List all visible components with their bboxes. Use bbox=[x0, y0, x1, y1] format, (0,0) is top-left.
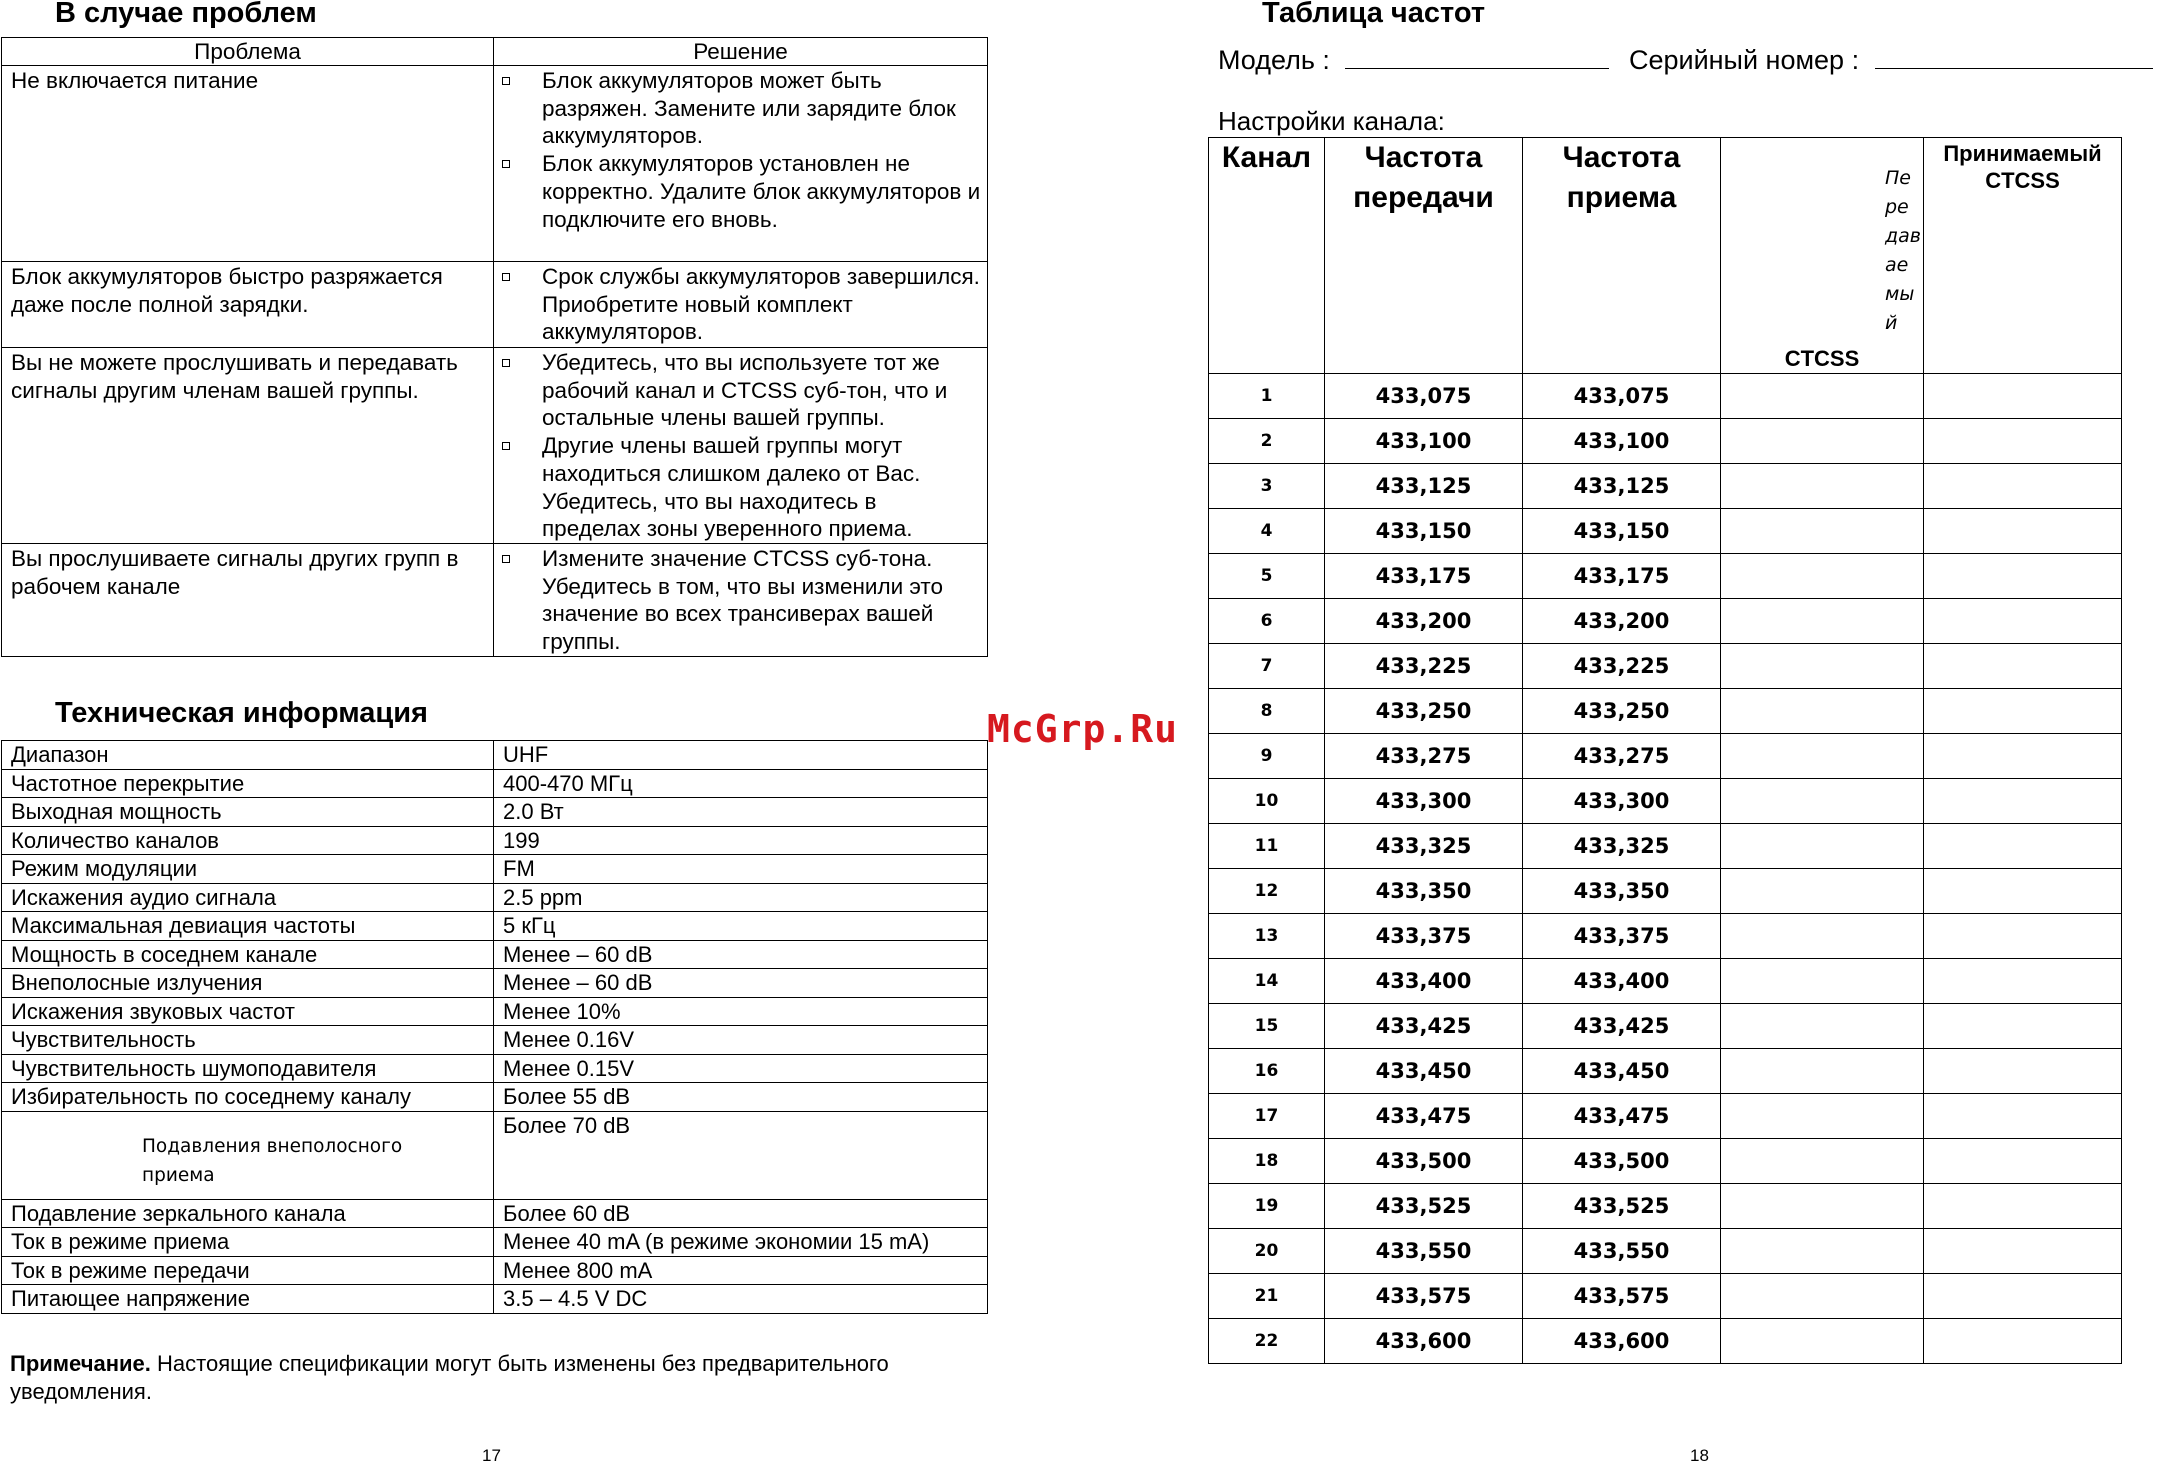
spec-value-cell: Менее – 60 dB bbox=[494, 969, 988, 998]
freq-row bbox=[1209, 1184, 2122, 1229]
spec-param-cell: Чувствительность bbox=[2, 1026, 494, 1055]
freq-row bbox=[1209, 914, 2122, 959]
spec-value-cell: Более 60 dB bbox=[494, 1199, 988, 1228]
spec-param-cell: Избирательность по соседнему каналу bbox=[2, 1083, 494, 1112]
rx-ctcss-cell[interactable] bbox=[1924, 1229, 2122, 1274]
tx-frequency-cell: 433,175 bbox=[1325, 554, 1523, 599]
spec-value-cell: 199 bbox=[494, 826, 988, 855]
rx-frequency-cell: 433,175 bbox=[1523, 554, 1721, 599]
spec-row bbox=[2, 883, 988, 912]
tx-ctcss-cell[interactable] bbox=[1721, 554, 1924, 599]
channel-number-cell: 6 bbox=[1209, 599, 1325, 644]
tx-frequency-cell: 433,375 bbox=[1325, 914, 1523, 959]
rx-ctcss-cell[interactable] bbox=[1924, 824, 2122, 869]
tx-ctcss-part: Пе bbox=[1885, 167, 1911, 189]
problem-cell: Вы не можете прослушивать и передавать сигналы другим членам вашей группы. bbox=[2, 348, 494, 544]
tx-frequency-cell: 433,600 bbox=[1325, 1319, 1523, 1364]
freq-row bbox=[1209, 509, 2122, 554]
tx-ctcss-cell[interactable] bbox=[1721, 689, 1924, 734]
freq-row bbox=[1209, 1319, 2122, 1364]
tx-ctcss-cell[interactable] bbox=[1721, 824, 1924, 869]
rx-ctcss-cell[interactable] bbox=[1924, 914, 2122, 959]
spec-value-cell: Менее 40 mA (в режиме экономии 15 mA) bbox=[494, 1228, 988, 1257]
tx-ctcss-cell[interactable] bbox=[1721, 1319, 1924, 1364]
freq-row bbox=[1209, 1004, 2122, 1049]
spec-row bbox=[2, 969, 988, 998]
freq-row bbox=[1209, 1139, 2122, 1184]
tx-ctcss-vertical-label bbox=[1885, 164, 1921, 338]
header-channel: Канал bbox=[1209, 138, 1325, 374]
rx-frequency-cell: 433,400 bbox=[1523, 959, 1721, 1004]
tx-ctcss-part: мы bbox=[1885, 283, 1915, 305]
rx-frequency-cell: 433,375 bbox=[1523, 914, 1721, 959]
troubleshooting-table bbox=[1, 37, 988, 657]
spec-row bbox=[2, 741, 988, 770]
header-tx-frequency: Частота передачи bbox=[1325, 138, 1523, 374]
solution-cell bbox=[494, 544, 988, 657]
rx-frequency-cell: 433,075 bbox=[1523, 374, 1721, 419]
freq-row bbox=[1209, 959, 2122, 1004]
trouble-row bbox=[2, 348, 988, 544]
tx-frequency-cell: 433,350 bbox=[1325, 869, 1523, 914]
rx-ctcss-cell[interactable] bbox=[1924, 1094, 2122, 1139]
freq-row bbox=[1209, 779, 2122, 824]
solution-item bbox=[502, 349, 981, 432]
tx-ctcss-cell[interactable] bbox=[1721, 1274, 1924, 1319]
model-label: Модель : bbox=[1218, 45, 1330, 75]
solution-item bbox=[502, 545, 981, 656]
solution-item bbox=[502, 67, 981, 150]
freq-row bbox=[1209, 1274, 2122, 1319]
rx-frequency-cell: 433,425 bbox=[1523, 1004, 1721, 1049]
spec-param-cell bbox=[2, 1111, 494, 1199]
spec-row bbox=[2, 769, 988, 798]
spec-param-cell: Искажения звуковых частот bbox=[2, 997, 494, 1026]
checkbox-bullet-icon bbox=[502, 555, 510, 563]
tx-frequency-cell: 433,475 bbox=[1325, 1094, 1523, 1139]
model-input-line[interactable] bbox=[1345, 42, 1609, 69]
solution-text: Измените значение CTCSS суб-тона. Убедитесь в том, что вы изменили это значение во всех трансиверах вашей группы. bbox=[542, 546, 943, 655]
tx-ctcss-cell[interactable] bbox=[1721, 1094, 1924, 1139]
spec-param-cell: Искажения аудио сигнала bbox=[2, 883, 494, 912]
spec-value-cell: Менее 10% bbox=[494, 997, 988, 1026]
spec-note bbox=[10, 1350, 980, 1406]
solution-cell bbox=[494, 262, 988, 348]
freq-row bbox=[1209, 419, 2122, 464]
trouble-row bbox=[2, 262, 988, 348]
tx-ctcss-cell[interactable] bbox=[1721, 464, 1924, 509]
channel-number-cell: 11 bbox=[1209, 824, 1325, 869]
solution-text: Убедитесь, что вы используете тот же рабочий канал и CTCSS суб-тон, что и остальные члены вашей группы. bbox=[542, 350, 948, 431]
tx-frequency-cell: 433,200 bbox=[1325, 599, 1523, 644]
tx-frequency-cell: 433,225 bbox=[1325, 644, 1523, 689]
tx-frequency-cell: 433,300 bbox=[1325, 779, 1523, 824]
spec-param-cell: Подавление зеркального канала bbox=[2, 1199, 494, 1228]
rx-ctcss-cell[interactable] bbox=[1924, 779, 2122, 824]
header-rx-ctcss: Принимаемый CTCSS bbox=[1924, 138, 2122, 374]
tx-ctcss-cell[interactable] bbox=[1721, 1229, 1924, 1274]
tx-ctcss-cell[interactable] bbox=[1721, 419, 1924, 464]
spec-param-cell: Питающее напряжение bbox=[2, 1285, 494, 1314]
tx-ctcss-cell[interactable] bbox=[1721, 914, 1924, 959]
rx-frequency-cell: 433,100 bbox=[1523, 419, 1721, 464]
tx-ctcss-cell[interactable] bbox=[1721, 1184, 1924, 1229]
spec-row bbox=[2, 1285, 988, 1314]
freq-table-title: Таблица частот bbox=[1262, 0, 1486, 29]
frequency-table bbox=[1208, 137, 2122, 1364]
rx-frequency-cell: 433,300 bbox=[1523, 779, 1721, 824]
spec-row bbox=[2, 1111, 988, 1199]
channel-number-cell: 13 bbox=[1209, 914, 1325, 959]
trouble-title: В случае проблем bbox=[55, 0, 317, 29]
channel-number-cell: 7 bbox=[1209, 644, 1325, 689]
checkbox-bullet-icon bbox=[502, 273, 510, 281]
spec-param-cell: Чувствительность шумоподавителя bbox=[2, 1054, 494, 1083]
rx-ctcss-cell[interactable] bbox=[1924, 374, 2122, 419]
tx-frequency-cell: 433,250 bbox=[1325, 689, 1523, 734]
rx-ctcss-cell[interactable] bbox=[1924, 689, 2122, 734]
channel-number-cell: 3 bbox=[1209, 464, 1325, 509]
tx-frequency-cell: 433,500 bbox=[1325, 1139, 1523, 1184]
page-number-right: 18 bbox=[1690, 1446, 1709, 1465]
rx-ctcss-cell[interactable] bbox=[1924, 644, 2122, 689]
spec-value-cell: 5 кГц bbox=[494, 912, 988, 941]
spec-row bbox=[2, 940, 988, 969]
tech-title: Техническая информация bbox=[55, 697, 428, 729]
freq-row bbox=[1209, 869, 2122, 914]
solution-text: Другие члены вашей группы могут находиться слишком далеко от Вас. Убедитесь, что вы находитесь в пределах зоны уверенного приема. bbox=[542, 433, 921, 542]
tx-frequency-cell: 433,325 bbox=[1325, 824, 1523, 869]
rx-ctcss-cell[interactable] bbox=[1924, 554, 2122, 599]
channel-number-cell: 15 bbox=[1209, 1004, 1325, 1049]
spec-row bbox=[2, 1083, 988, 1112]
spec-row bbox=[2, 997, 988, 1026]
rx-frequency-cell: 433,550 bbox=[1523, 1229, 1721, 1274]
problem-cell: Не включается питание bbox=[2, 66, 494, 262]
freq-row bbox=[1209, 1049, 2122, 1094]
rx-ctcss-cell[interactable] bbox=[1924, 1319, 2122, 1364]
problem-cell: Вы прослушиваете сигналы других групп в рабочем канале bbox=[2, 544, 494, 657]
model-field-row bbox=[1218, 42, 2153, 76]
spec-value-cell: Более 55 dB bbox=[494, 1083, 988, 1112]
channel-number-cell: 20 bbox=[1209, 1229, 1325, 1274]
serial-label: Серийный номер : bbox=[1628, 45, 1860, 75]
spec-param-cell: Внеполосные излучения bbox=[2, 969, 494, 998]
spec-row bbox=[2, 855, 988, 884]
freq-row bbox=[1209, 1229, 2122, 1274]
tx-frequency-cell: 433,100 bbox=[1325, 419, 1523, 464]
spec-row bbox=[2, 1026, 988, 1055]
rx-frequency-cell: 433,575 bbox=[1523, 1274, 1721, 1319]
spec-param-cell: Ток в режиме передачи bbox=[2, 1256, 494, 1285]
spec-param-cell: Режим модуляции bbox=[2, 855, 494, 884]
tx-ctcss-cell[interactable] bbox=[1721, 779, 1924, 824]
spec-value-cell: Менее 0.15V bbox=[494, 1054, 988, 1083]
spec-value-cell: Менее 800 mA bbox=[494, 1256, 988, 1285]
rx-frequency-cell: 433,475 bbox=[1523, 1094, 1721, 1139]
solution-text: Блок аккумуляторов установлен не корректно. Удалите блок аккумуляторов и подключите его вновь. bbox=[542, 151, 981, 232]
tx-ctcss-cell[interactable] bbox=[1721, 869, 1924, 914]
spec-value-cell: Менее – 60 dB bbox=[494, 940, 988, 969]
rx-frequency-cell: 433,450 bbox=[1523, 1049, 1721, 1094]
spec-value-cell: 2.5 ppm bbox=[494, 883, 988, 912]
trouble-row bbox=[2, 66, 988, 262]
rx-frequency-cell: 433,225 bbox=[1523, 644, 1721, 689]
channel-number-cell: 14 bbox=[1209, 959, 1325, 1004]
rx-ctcss-cell[interactable] bbox=[1924, 464, 2122, 509]
tx-ctcss-label: CTCSS bbox=[1784, 346, 1860, 371]
channel-number-cell: 9 bbox=[1209, 734, 1325, 779]
tx-ctcss-cell[interactable] bbox=[1721, 959, 1924, 1004]
solution-cell bbox=[494, 348, 988, 544]
tx-ctcss-cell[interactable] bbox=[1721, 1049, 1924, 1094]
rx-ctcss-cell[interactable] bbox=[1924, 959, 2122, 1004]
tx-ctcss-cell[interactable] bbox=[1721, 509, 1924, 554]
spec-value-cell: UHF bbox=[494, 741, 988, 770]
page-number-left: 17 bbox=[482, 1446, 501, 1465]
spec-param-cell: Диапазон bbox=[2, 741, 494, 770]
tx-ctcss-cell[interactable] bbox=[1721, 1004, 1924, 1049]
spec-row bbox=[2, 1256, 988, 1285]
rx-frequency-cell: 433,525 bbox=[1523, 1184, 1721, 1229]
rx-ctcss-cell[interactable] bbox=[1924, 419, 2122, 464]
tx-frequency-cell: 433,150 bbox=[1325, 509, 1523, 554]
rx-frequency-cell: 433,200 bbox=[1523, 599, 1721, 644]
rx-frequency-cell: 433,250 bbox=[1523, 689, 1721, 734]
spec-row bbox=[2, 1228, 988, 1257]
serial-input-line[interactable] bbox=[1875, 42, 2153, 69]
trouble-row bbox=[2, 544, 988, 657]
freq-row bbox=[1209, 464, 2122, 509]
spec-param-cell: Выходная мощность bbox=[2, 798, 494, 827]
checkbox-bullet-icon bbox=[502, 442, 510, 450]
channel-number-cell: 12 bbox=[1209, 869, 1325, 914]
tx-ctcss-part: й bbox=[1885, 312, 1898, 334]
spec-param-cell: Частотное перекрытие bbox=[2, 769, 494, 798]
rx-frequency-cell: 433,500 bbox=[1523, 1139, 1721, 1184]
spec-value-cell: Менее 0.16V bbox=[494, 1026, 988, 1055]
freq-row bbox=[1209, 689, 2122, 734]
freq-row bbox=[1209, 1094, 2122, 1139]
tx-frequency-cell: 433,450 bbox=[1325, 1049, 1523, 1094]
solution-item bbox=[502, 150, 981, 233]
spec-value-cell: 3.5 – 4.5 V DC bbox=[494, 1285, 988, 1314]
solution-cell bbox=[494, 66, 988, 262]
checkbox-bullet-icon bbox=[502, 77, 510, 85]
tx-ctcss-cell[interactable] bbox=[1721, 734, 1924, 779]
tech-specs-table bbox=[1, 740, 988, 1314]
channel-number-cell: 17 bbox=[1209, 1094, 1325, 1139]
tx-frequency-cell: 433,550 bbox=[1325, 1229, 1523, 1274]
channel-number-cell: 19 bbox=[1209, 1184, 1325, 1229]
tx-ctcss-cell[interactable] bbox=[1721, 599, 1924, 644]
spec-row bbox=[2, 798, 988, 827]
note-text: Настоящие спецификации могут быть изменены без предварительного уведомления. bbox=[10, 1351, 889, 1404]
spec-row bbox=[2, 1199, 988, 1228]
rx-frequency-cell: 433,125 bbox=[1523, 464, 1721, 509]
tx-ctcss-cell[interactable] bbox=[1721, 644, 1924, 689]
spec-value-cell: FM bbox=[494, 855, 988, 884]
checkbox-bullet-icon bbox=[502, 359, 510, 367]
channel-number-cell: 5 bbox=[1209, 554, 1325, 599]
freq-row bbox=[1209, 374, 2122, 419]
tx-frequency-cell: 433,425 bbox=[1325, 1004, 1523, 1049]
rx-frequency-cell: 433,325 bbox=[1523, 824, 1721, 869]
freq-row bbox=[1209, 644, 2122, 689]
note-label: Примечание. bbox=[10, 1351, 151, 1376]
rx-frequency-cell: 433,275 bbox=[1523, 734, 1721, 779]
channel-number-cell: 21 bbox=[1209, 1274, 1325, 1319]
channel-number-cell: 22 bbox=[1209, 1319, 1325, 1364]
channel-number-cell: 4 bbox=[1209, 509, 1325, 554]
channel-number-cell: 10 bbox=[1209, 779, 1325, 824]
tx-frequency-cell: 433,575 bbox=[1325, 1274, 1523, 1319]
checkbox-bullet-icon bbox=[502, 160, 510, 168]
spec-param-cell: Мощность в соседнем канале bbox=[2, 940, 494, 969]
spec-row bbox=[2, 912, 988, 941]
tx-ctcss-part: ре bbox=[1885, 196, 1909, 218]
channel-settings-label: Настройки канала: bbox=[1218, 106, 1445, 136]
rx-ctcss-cell[interactable] bbox=[1924, 1139, 2122, 1184]
freq-row bbox=[1209, 734, 2122, 779]
table-header-row bbox=[2, 38, 988, 66]
channel-number-cell: 1 bbox=[1209, 374, 1325, 419]
freq-row bbox=[1209, 554, 2122, 599]
spec-param-cell: Ток в режиме приема bbox=[2, 1228, 494, 1257]
solution-text: Блок аккумуляторов может быть разряжен. Замените или зарядите блок аккумуляторов. bbox=[542, 68, 956, 149]
spec-value-cell: 400-470 МГц bbox=[494, 769, 988, 798]
tx-frequency-cell: 433,125 bbox=[1325, 464, 1523, 509]
spec-param-cell: Количество каналов bbox=[2, 826, 494, 855]
tx-ctcss-cell[interactable] bbox=[1721, 374, 1924, 419]
header-rx-frequency: Частота приема bbox=[1523, 138, 1721, 374]
rx-ctcss-cell[interactable] bbox=[1924, 734, 2122, 779]
spec-param-label: Подавления внеполосного приема bbox=[142, 1135, 403, 1186]
spec-param-cell: Максимальная девиация частоты bbox=[2, 912, 494, 941]
rx-frequency-cell: 433,350 bbox=[1523, 869, 1721, 914]
rx-frequency-cell: 433,600 bbox=[1523, 1319, 1721, 1364]
rx-ctcss-cell[interactable] bbox=[1924, 869, 2122, 914]
spec-row bbox=[2, 826, 988, 855]
column-header-solution: Решение bbox=[494, 38, 988, 66]
freq-header-row bbox=[1209, 138, 2122, 374]
solution-item bbox=[502, 432, 981, 543]
channel-number-cell: 18 bbox=[1209, 1139, 1325, 1184]
watermark-logo: McGrp.Ru bbox=[987, 707, 1179, 751]
tx-frequency-cell: 433,400 bbox=[1325, 959, 1523, 1004]
freq-row bbox=[1209, 824, 2122, 869]
channel-number-cell: 16 bbox=[1209, 1049, 1325, 1094]
rx-ctcss-cell[interactable] bbox=[1924, 1184, 2122, 1229]
tx-frequency-cell: 433,525 bbox=[1325, 1184, 1523, 1229]
solution-item bbox=[502, 263, 981, 346]
tx-frequency-cell: 433,275 bbox=[1325, 734, 1523, 779]
rx-frequency-cell: 433,150 bbox=[1523, 509, 1721, 554]
rx-ctcss-cell[interactable] bbox=[1924, 1004, 2122, 1049]
rx-ctcss-cell[interactable] bbox=[1924, 1049, 2122, 1094]
channel-number-cell: 8 bbox=[1209, 689, 1325, 734]
tx-ctcss-part: ае bbox=[1885, 254, 1909, 276]
tx-ctcss-part: дав bbox=[1885, 225, 1921, 247]
freq-row bbox=[1209, 599, 2122, 644]
spec-row bbox=[2, 1054, 988, 1083]
problem-cell: Блок аккумуляторов быстро разряжается даже после полной зарядки. bbox=[2, 262, 494, 348]
tx-ctcss-cell[interactable] bbox=[1721, 1139, 1924, 1184]
rx-ctcss-cell[interactable] bbox=[1924, 599, 2122, 644]
spec-value-cell: 2.0 Вт bbox=[494, 798, 988, 827]
spec-value-cell: Более 70 dB bbox=[494, 1111, 988, 1199]
rx-ctcss-cell[interactable] bbox=[1924, 1274, 2122, 1319]
channel-number-cell: 2 bbox=[1209, 419, 1325, 464]
solution-text: Срок службы аккумуляторов завершился. Приобретите новый комплект аккумуляторов. bbox=[542, 264, 980, 345]
rx-ctcss-cell[interactable] bbox=[1924, 509, 2122, 554]
tx-frequency-cell: 433,075 bbox=[1325, 374, 1523, 419]
header-tx-ctcss bbox=[1721, 138, 1924, 374]
column-header-problem: Проблема bbox=[2, 38, 494, 66]
